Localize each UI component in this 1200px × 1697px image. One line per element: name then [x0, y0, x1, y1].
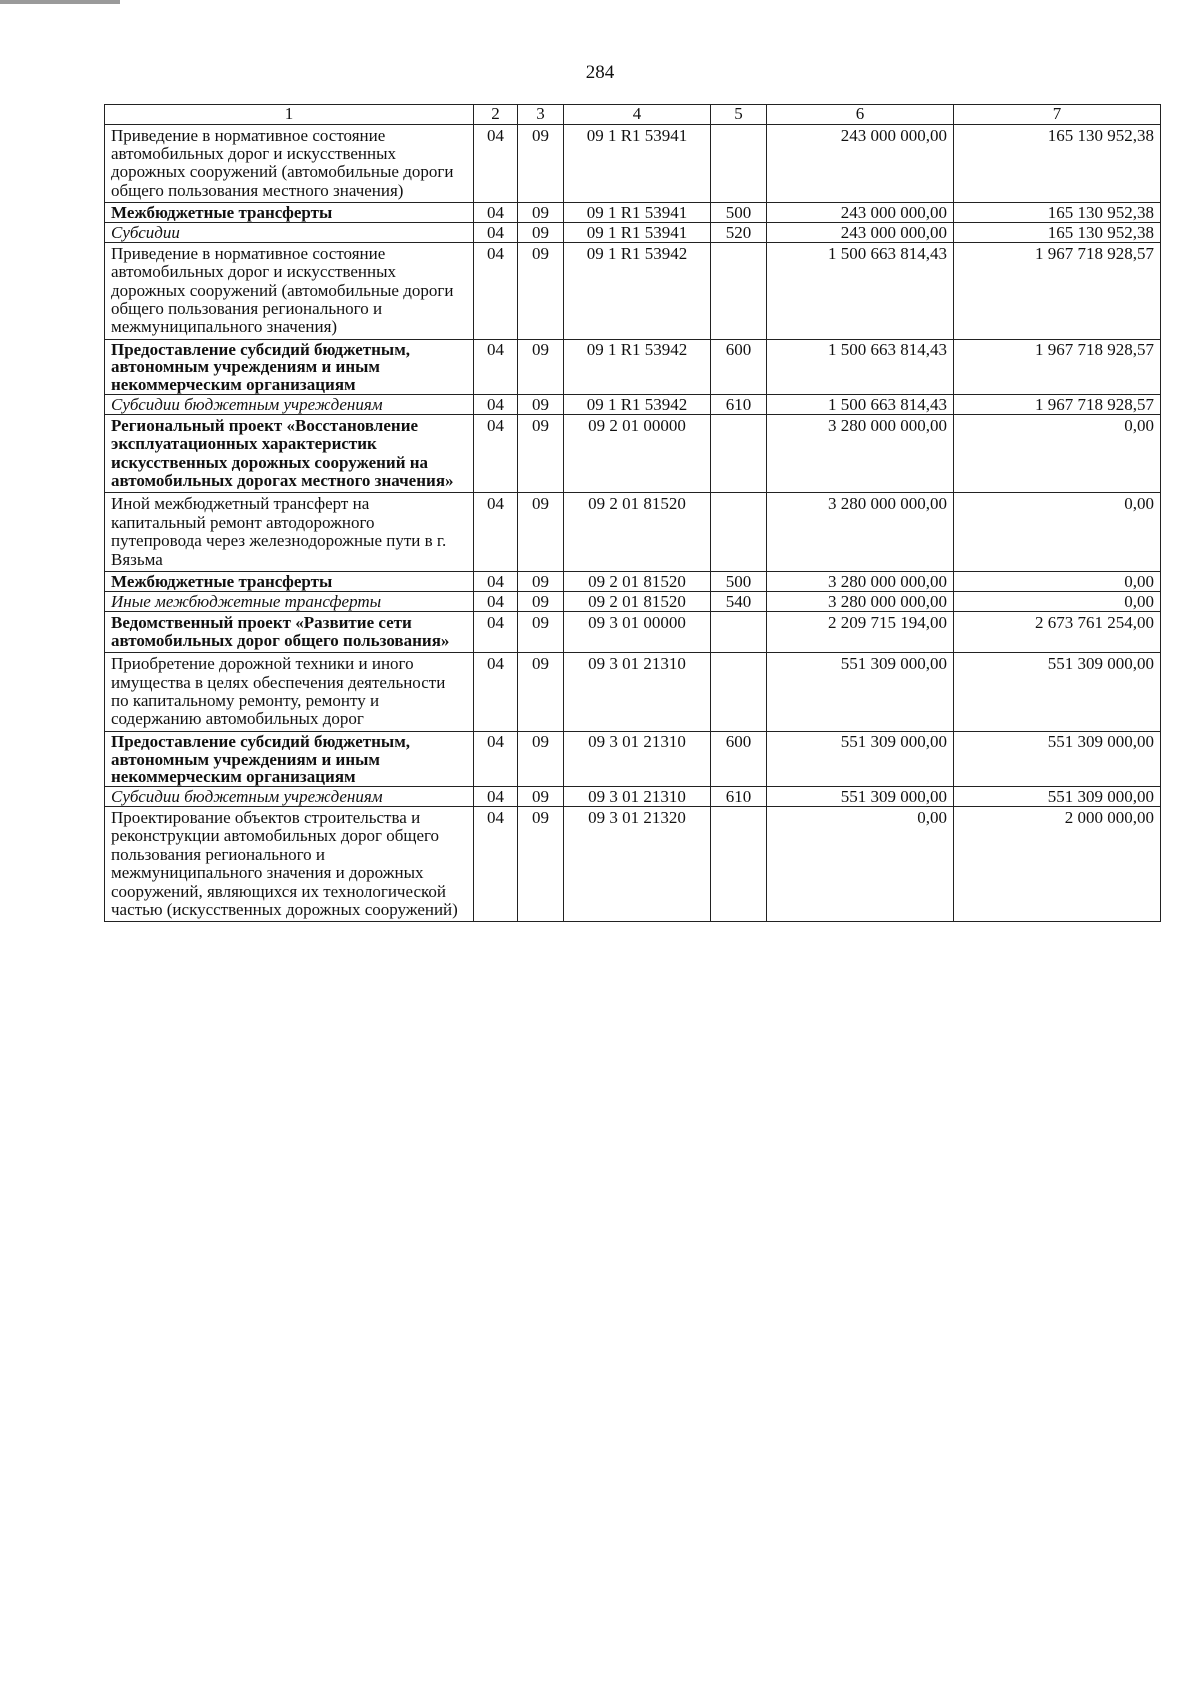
cell-target-code: 09 2 01 00000 [564, 414, 711, 492]
cell-subsection: 09 [518, 571, 564, 591]
cell-expense-type: 520 [711, 222, 767, 242]
cell-amount-year2: 551 309 000,00 [954, 731, 1161, 787]
cell-target-code: 09 1 R1 53941 [564, 222, 711, 242]
cell-subsection: 09 [518, 591, 564, 611]
table-row [105, 395, 1161, 415]
row-name: Ведомственный проект «Развитие сети автомобильных дорог общего пользования» [105, 611, 474, 653]
cell-section: 04 [474, 124, 518, 202]
cell-subsection: 09 [518, 203, 564, 223]
cell-target-code: 09 1 R1 53941 [564, 203, 711, 223]
row-name: Региональный проект «Восстановление эксплуатационных характеристик искусственных дорожных сооружений на автомобильных дорогах местного значения» [105, 414, 474, 492]
cell-section: 04 [474, 203, 518, 223]
cell-expense-type: 600 [711, 339, 767, 395]
cell-target-code: 09 1 R1 53942 [564, 339, 711, 395]
cell-amount-year1: 0,00 [767, 807, 954, 922]
cell-section: 04 [474, 731, 518, 787]
cell-expense-type: 610 [711, 787, 767, 807]
cell-amount-year2: 165 130 952,38 [954, 222, 1161, 242]
row-name: Субсидии [105, 222, 474, 242]
cell-amount-year2: 0,00 [954, 571, 1161, 591]
column-header: 6 [767, 105, 954, 125]
cell-expense-type [711, 653, 767, 731]
cell-subsection: 09 [518, 653, 564, 731]
cell-expense-type: 610 [711, 395, 767, 415]
row-name: Приведение в нормативное состояние автомобильных дорог и искусственных дорожных сооружений (автомобильные дороги общего пользования регионального и межмуниципального значения) [105, 242, 474, 339]
cell-expense-type: 600 [711, 731, 767, 787]
cell-section: 04 [474, 591, 518, 611]
row-name: Проектирование объектов строительства и реконструкции автомобильных дорог общего пользования регионального и межмуниципального значения и дорожных сооружений, являющихся их технологической частью (искусственных дорожных сооружений) [105, 807, 474, 922]
column-header: 4 [564, 105, 711, 125]
cell-expense-type [711, 414, 767, 492]
cell-section: 04 [474, 571, 518, 591]
cell-section: 04 [474, 787, 518, 807]
cell-subsection: 09 [518, 222, 564, 242]
row-name: Приобретение дорожной техники и иного имущества в целях обеспечения деятельности по капитальному ремонту, ремонту и содержанию автомобильных дорог [105, 653, 474, 731]
cell-target-code: 09 3 01 21320 [564, 807, 711, 922]
cell-amount-year2: 1 967 718 928,57 [954, 339, 1161, 395]
column-header: 5 [711, 105, 767, 125]
cell-amount-year1: 1 500 663 814,43 [767, 242, 954, 339]
cell-target-code: 09 2 01 81520 [564, 571, 711, 591]
table-row [105, 787, 1161, 807]
cell-amount-year1: 3 280 000 000,00 [767, 414, 954, 492]
cell-amount-year1: 3 280 000 000,00 [767, 571, 954, 591]
cell-amount-year1: 3 280 000 000,00 [767, 591, 954, 611]
cell-subsection: 09 [518, 493, 564, 571]
cell-section: 04 [474, 395, 518, 415]
cell-subsection: 09 [518, 731, 564, 787]
column-header: 7 [954, 105, 1161, 125]
cell-subsection: 09 [518, 395, 564, 415]
table-row [105, 731, 1161, 787]
cell-expense-type: 500 [711, 203, 767, 223]
table-row [105, 339, 1161, 395]
cell-section: 04 [474, 242, 518, 339]
table-row [105, 653, 1161, 731]
row-name: Межбюджетные трансферты [105, 571, 474, 591]
cell-amount-year2: 165 130 952,38 [954, 203, 1161, 223]
cell-section: 04 [474, 653, 518, 731]
cell-target-code: 09 2 01 81520 [564, 493, 711, 571]
cell-amount-year2: 0,00 [954, 591, 1161, 611]
page-number: 284 [585, 62, 615, 83]
cell-section: 04 [474, 339, 518, 395]
cell-section: 04 [474, 414, 518, 492]
cell-expense-type: 540 [711, 591, 767, 611]
table-row [105, 807, 1161, 922]
cell-subsection: 09 [518, 787, 564, 807]
cell-amount-year2: 2 673 761 254,00 [954, 611, 1161, 653]
cell-amount-year2: 1 967 718 928,57 [954, 242, 1161, 339]
table-row [105, 203, 1161, 223]
cell-expense-type [711, 124, 767, 202]
cell-amount-year1: 551 309 000,00 [767, 787, 954, 807]
column-header: 2 [474, 105, 518, 125]
row-name: Межбюджетные трансферты [105, 203, 474, 223]
row-name: Предоставление субсидий бюджетным, автономным учреждениям и иным некоммерческим организациям [105, 731, 474, 787]
cell-subsection: 09 [518, 124, 564, 202]
cell-expense-type: 500 [711, 571, 767, 591]
cell-amount-year2: 551 309 000,00 [954, 787, 1161, 807]
cell-subsection: 09 [518, 242, 564, 339]
cell-expense-type [711, 611, 767, 653]
table-row [105, 611, 1161, 653]
table-row [105, 414, 1161, 492]
scan-edge [0, 0, 120, 4]
cell-amount-year2: 0,00 [954, 414, 1161, 492]
cell-target-code: 09 3 01 00000 [564, 611, 711, 653]
row-name: Приведение в нормативное состояние автомобильных дорог и искусственных дорожных сооружений (автомобильные дороги общего пользования местного значения) [105, 124, 474, 202]
cell-expense-type [711, 807, 767, 922]
table-header-row [105, 105, 1161, 125]
cell-amount-year1: 3 280 000 000,00 [767, 493, 954, 571]
cell-amount-year1: 551 309 000,00 [767, 653, 954, 731]
cell-target-code: 09 3 01 21310 [564, 731, 711, 787]
cell-amount-year2: 551 309 000,00 [954, 653, 1161, 731]
table-row [105, 124, 1161, 202]
cell-target-code: 09 3 01 21310 [564, 787, 711, 807]
row-name: Иные межбюджетные трансферты [105, 591, 474, 611]
cell-subsection: 09 [518, 414, 564, 492]
cell-target-code: 09 2 01 81520 [564, 591, 711, 611]
cell-subsection: 09 [518, 611, 564, 653]
cell-section: 04 [474, 222, 518, 242]
row-name: Иной межбюджетный трансферт на капитальный ремонт автодорожного путепровода через железнодорожные пути в г. Вязьма [105, 493, 474, 571]
row-name: Субсидии бюджетным учреждениям [105, 787, 474, 807]
row-name: Предоставление субсидий бюджетным, автономным учреждениям и иным некоммерческим организациям [105, 339, 474, 395]
cell-target-code: 09 1 R1 53942 [564, 395, 711, 415]
cell-target-code: 09 1 R1 53941 [564, 124, 711, 202]
table-row [105, 571, 1161, 591]
cell-section: 04 [474, 493, 518, 571]
cell-amount-year1: 243 000 000,00 [767, 203, 954, 223]
column-header: 3 [518, 105, 564, 125]
cell-subsection: 09 [518, 807, 564, 922]
cell-amount-year2: 0,00 [954, 493, 1161, 571]
row-name: Субсидии бюджетным учреждениям [105, 395, 474, 415]
cell-section: 04 [474, 807, 518, 922]
cell-target-code: 09 1 R1 53942 [564, 242, 711, 339]
table-row [105, 493, 1161, 571]
table-row [105, 591, 1161, 611]
cell-amount-year2: 165 130 952,38 [954, 124, 1161, 202]
cell-amount-year1: 551 309 000,00 [767, 731, 954, 787]
cell-amount-year1: 2 209 715 194,00 [767, 611, 954, 653]
table-row [105, 242, 1161, 339]
table-row [105, 222, 1161, 242]
cell-amount-year1: 243 000 000,00 [767, 222, 954, 242]
cell-amount-year1: 243 000 000,00 [767, 124, 954, 202]
column-header: 1 [105, 105, 474, 125]
cell-amount-year2: 1 967 718 928,57 [954, 395, 1161, 415]
cell-expense-type [711, 493, 767, 571]
budget-table [104, 104, 1161, 922]
cell-amount-year1: 1 500 663 814,43 [767, 339, 954, 395]
cell-amount-year1: 1 500 663 814,43 [767, 395, 954, 415]
cell-section: 04 [474, 611, 518, 653]
cell-target-code: 09 3 01 21310 [564, 653, 711, 731]
cell-amount-year2: 2 000 000,00 [954, 807, 1161, 922]
cell-expense-type [711, 242, 767, 339]
cell-subsection: 09 [518, 339, 564, 395]
